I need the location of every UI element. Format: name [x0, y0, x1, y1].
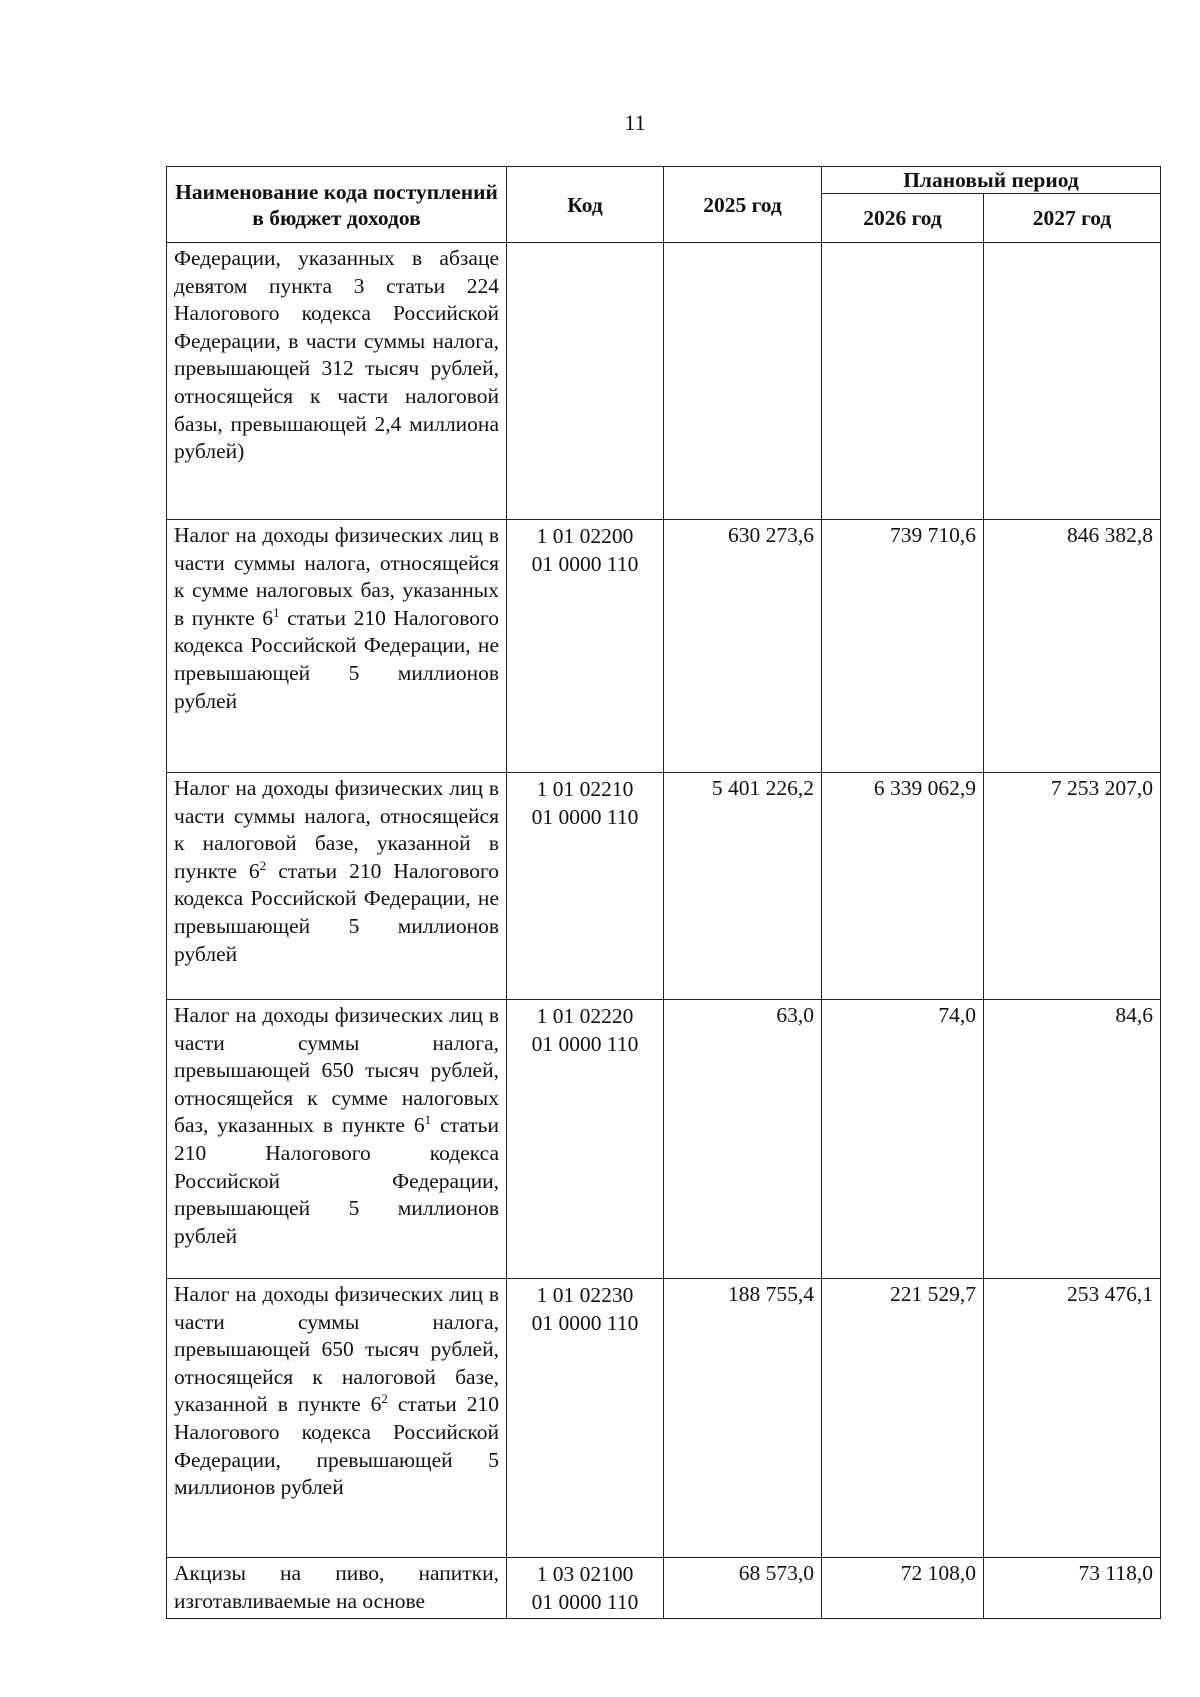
value-2027: 84,6 — [984, 1000, 1161, 1279]
revenue-name: Налог на доходы физических лиц в части суммы налога, превышающей 650 тысяч рублей, относящейся к налоговой базе, указанной в пункте $6^2$ статьи 210 Налогового кодекса Российской Федерации, превышающей 5 миллионов рублей — [167, 1279, 507, 1558]
revenue-code: 1 01 02230 01 0000 110 — [507, 1279, 664, 1558]
value-2027: 7 253 207,0 — [984, 773, 1161, 1000]
header-code: Код — [507, 167, 664, 243]
value-2026: 72 108,0 — [822, 1558, 984, 1619]
revenue-name: Федерации, указанных в абзаце девятом пункта 3 статьи 224 Налогового кодекса Российской Федерации, в части суммы налога, превышающей 312 тысяч рублей, относящейся к части налоговой базы, превышающей 2,4 миллиона рублей) — [167, 243, 507, 520]
table-row — [167, 520, 1161, 773]
table-row — [167, 1558, 1161, 1619]
table-row — [167, 1000, 1161, 1279]
revenue-code: 1 01 02200 01 0000 110 — [507, 520, 664, 773]
header-planning-period: Плановый период — [822, 167, 1161, 194]
value-2026: 739 710,6 — [822, 520, 984, 773]
revenue-table — [166, 166, 1161, 1619]
revenue-code — [507, 243, 664, 520]
value-2027: 846 382,8 — [984, 520, 1161, 773]
header-name: Наименование кода поступлений в бюджет доходов — [167, 167, 507, 243]
table-row — [167, 773, 1161, 1000]
revenue-code: 1 01 02210 01 0000 110 — [507, 773, 664, 1000]
value-2026: 221 529,7 — [822, 1279, 984, 1558]
value-2026: 74,0 — [822, 1000, 984, 1279]
revenue-name: Налог на доходы физических лиц в части суммы налога, превышающей 650 тысяч рублей, относящейся к сумме налоговых баз, указанных в пункте $6^1$ статьи 210 Налогового кодекса Российской Федерации, превышающей 5 миллионов рублей — [167, 1000, 507, 1279]
value-2027: 73 118,0 — [984, 1558, 1161, 1619]
revenue-name: Налог на доходы физических лиц в части суммы налога, относящейся к налоговой базе, указанной в пункте $6^2$ статьи 210 Налогового кодекса Российской Федерации, не превышающей 5 миллионов рублей — [167, 773, 507, 1000]
page-number: 11 — [624, 110, 646, 135]
value-2025: 68 573,0 — [664, 1558, 822, 1619]
value-2025: 63,0 — [664, 1000, 822, 1279]
revenue-code: 1 03 02100 01 0000 110 — [507, 1558, 664, 1619]
value-2027 — [984, 243, 1161, 520]
header-2025: 2025 год — [664, 167, 822, 243]
value-2026: 6 339 062,9 — [822, 773, 984, 1000]
revenue-name: Налог на доходы физических лиц в части суммы налога, относящейся к сумме налоговых баз, указанных в пункте $6^1$ статьи 210 Налогового кодекса Российской Федерации, не превышающей 5 миллионов рублей — [167, 520, 507, 773]
value-2025: 188 755,4 — [664, 1279, 822, 1558]
value-2025: 630 273,6 — [664, 520, 822, 773]
header-2027: 2027 год — [984, 194, 1161, 243]
value-2027: 253 476,1 — [984, 1279, 1161, 1558]
value-2026 — [822, 243, 984, 520]
revenue-name: Акцизы на пиво, напитки, изготавливаемые на основе — [167, 1558, 507, 1619]
header-2026: 2026 год — [822, 194, 984, 243]
table-row — [167, 1279, 1161, 1558]
table-row — [167, 243, 1161, 520]
value-2025: 5 401 226,2 — [664, 773, 822, 1000]
value-2025 — [664, 243, 822, 520]
revenue-code: 1 01 02220 01 0000 110 — [507, 1000, 664, 1279]
